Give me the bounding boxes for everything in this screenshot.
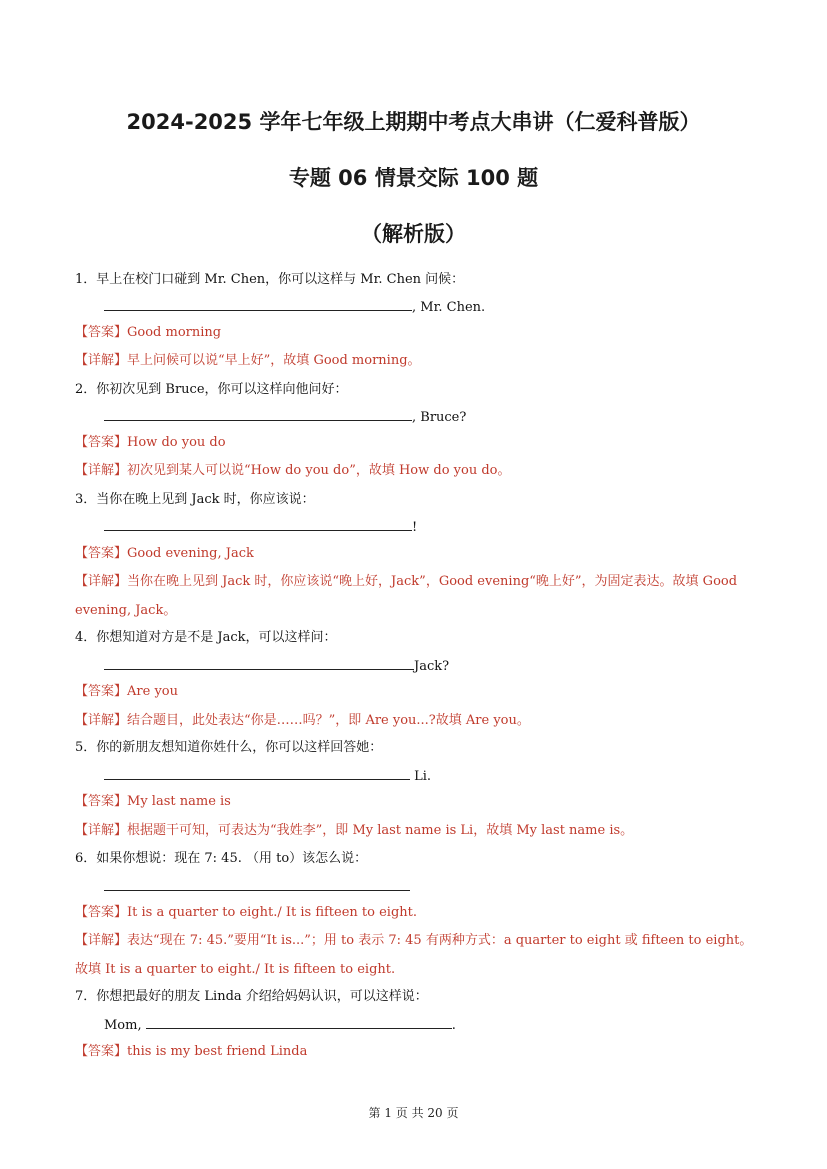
detail-label: 【详解】 — [75, 823, 128, 838]
blank-suffix: Li. — [410, 769, 432, 784]
answer-text: How do you do — [127, 435, 226, 450]
answer-1 — [75, 324, 221, 342]
detail-label: 【详解】 — [75, 574, 128, 589]
answer-7 — [75, 1043, 307, 1061]
answer-label: 【答案】 — [75, 1044, 128, 1059]
page-footer: 第 1 页 共 20 页 — [368, 1106, 459, 1120]
answer-blank-3 — [104, 518, 417, 537]
question-2: 2．你初次见到 Bruce，你可以这样向他问好： — [75, 382, 348, 397]
answer-text: Good morning — [127, 325, 222, 340]
question-1: 1．早上在校门口碰到 Mr. Chen，你可以这样与 Mr. Chen 问候： — [75, 272, 465, 287]
answer-label: 【答案】 — [75, 325, 128, 340]
answer-blank-2 — [104, 408, 466, 427]
blank-line — [104, 408, 412, 421]
answer-blank-5 — [104, 767, 431, 786]
detail-label: 【详解】 — [75, 353, 128, 368]
question-5: 5．你的新朋友想知道你姓什么，你可以这样回答她： — [75, 740, 383, 755]
blank-prefix: Mom, — [104, 1018, 146, 1033]
answer-label: 【答案】 — [75, 546, 128, 561]
blank-suffix: Jack? — [414, 659, 450, 674]
answer-text: Good evening, Jack — [127, 546, 254, 561]
blank-line — [104, 657, 414, 670]
answer-label: 【答案】 — [75, 435, 128, 450]
question-4: 4．你想知道对方是不是 Jack，可以这样问： — [75, 630, 337, 645]
blank-suffix: ! — [412, 520, 418, 535]
detail-label: 【详解】 — [75, 713, 128, 728]
document-subtitle: 专题 06 情景交际 100 题 — [288, 166, 539, 190]
detail-2 — [75, 462, 511, 480]
blank-line — [146, 1016, 452, 1029]
detail-label: 【详解】 — [75, 933, 128, 948]
detail-text: 根据题干可知，可表达为“我姓李”，即 My last name is Li，故填 My last name is。 — [127, 823, 634, 838]
detail-6-continued: 故填 It is a quarter to eight./ It is fifteen to eight. — [75, 962, 396, 977]
blank-line — [104, 518, 412, 531]
detail-4 — [75, 712, 530, 730]
blank-suffix: , Bruce? — [412, 410, 467, 425]
answer-2 — [75, 434, 226, 452]
detail-text: 结合题目，此处表达“你是……吗？”，即 Are you...?故填 Are you。 — [127, 713, 530, 728]
answer-6 — [75, 904, 417, 922]
detail-label: 【详解】 — [75, 463, 128, 478]
answer-blank-4 — [104, 657, 449, 676]
answer-text: My last name is — [127, 794, 231, 809]
blank-line — [104, 298, 412, 311]
answer-3 — [75, 545, 254, 563]
blank-line — [104, 767, 410, 780]
detail-6 — [75, 932, 752, 950]
blank-suffix: , Mr. Chen. — [412, 300, 486, 315]
answer-text: Are you — [127, 684, 178, 699]
detail-3-continued: evening, Jack。 — [75, 603, 177, 618]
answer-blank-6 — [104, 878, 410, 897]
answer-text: this is my best friend Linda — [127, 1044, 308, 1059]
answer-4 — [75, 683, 178, 701]
document-version-label: （解析版） — [361, 222, 466, 246]
answer-5 — [75, 793, 231, 811]
question-6: 6．如果你想说：现在 7: 45. （用 to）该怎么说： — [75, 851, 368, 866]
answer-text: It is a quarter to eight./ It is fifteen to eight. — [127, 905, 418, 920]
answer-label: 【答案】 — [75, 684, 128, 699]
detail-text: 表达“现在 7: 45.”要用“It is...”；用 to 表示 7: 45 有两种方式：a quarter to eight 或 fifteen to eight。 — [127, 933, 753, 948]
answer-label: 【答案】 — [75, 794, 128, 809]
question-3: 3．当你在晚上见到 Jack 时，你应该说： — [75, 492, 315, 507]
answer-blank-7 — [104, 1016, 456, 1035]
document-title: 2024-2025 学年七年级上期期中考点大串讲（仁爱科普版） — [126, 110, 701, 134]
detail-1 — [75, 352, 421, 370]
detail-text: 初次见到某人可以说“How do you do”，故填 How do you do。 — [127, 463, 511, 478]
blank-line — [104, 878, 410, 891]
answer-label: 【答案】 — [75, 905, 128, 920]
question-7: 7．你想把最好的朋友 Linda 介绍给妈妈认识，可以这样说： — [75, 989, 428, 1004]
answer-blank-1 — [104, 298, 485, 317]
detail-3 — [75, 573, 737, 591]
detail-text: 当你在晚上见到 Jack 时，你应该说“晚上好，Jack”，Good evening“晚上好”，为固定表达。故填 Good — [127, 574, 738, 589]
detail-5 — [75, 822, 633, 840]
blank-suffix: . — [451, 1018, 456, 1033]
detail-text: 早上问候可以说“早上好”，故填 Good morning。 — [127, 353, 421, 368]
